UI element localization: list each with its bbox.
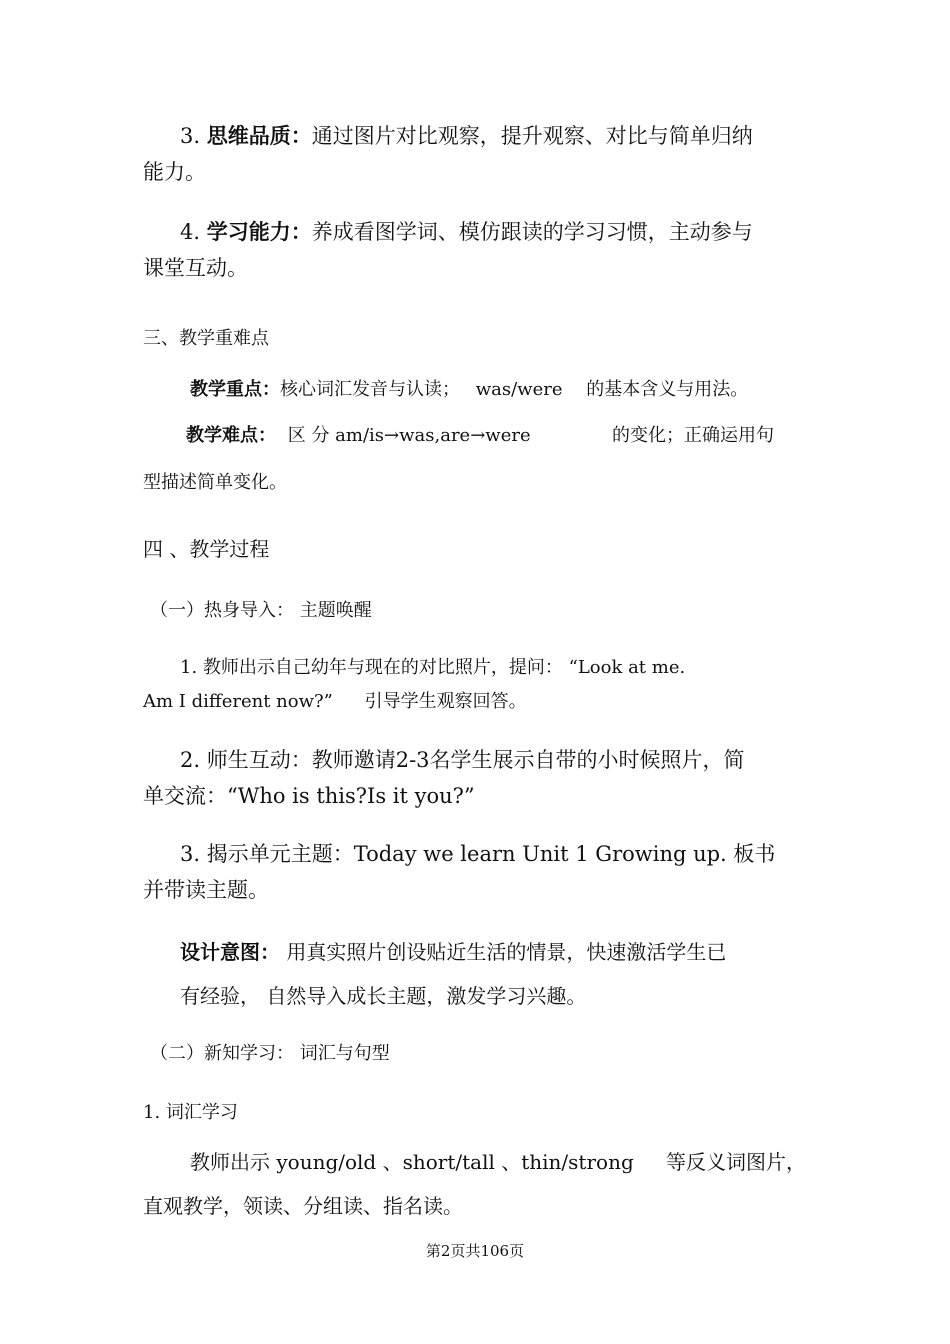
ability-item-3-line2: 能力。 (143, 160, 206, 184)
subsection-2-heading: （二）新知学习： 词汇与句型 (150, 1043, 390, 1064)
ability-item-4-line1 (180, 216, 845, 246)
step-1-line2 (143, 687, 808, 713)
design-intent-line1 (180, 936, 845, 965)
item-text: 通过图片对比观察，提升观察、对比与简单归纳 (311, 124, 753, 148)
ability-item-4-line2: 课堂互动。 (143, 256, 248, 280)
design-intent-line2: 有经验， 自然导入成长主题，激发学习兴趣。 (180, 984, 587, 1008)
key-point-text: 核心词汇发音与认读； (280, 379, 460, 400)
difficulty-label: 教学难点： (186, 425, 276, 446)
difficulty-text2: 的变化；正确运用句 (612, 425, 774, 446)
item-label: 学习能力： (206, 219, 312, 244)
step-3-line2: 并带读主题。 (143, 878, 269, 902)
section-3-heading: 三、教学重难点 (143, 328, 269, 349)
step-2-line2: 单交流：“Who is this?Is it you?” (143, 784, 475, 808)
key-point-label: 教学重点： (190, 379, 280, 400)
item-number: 4. (180, 220, 201, 244)
ability-item-3-line1 (180, 120, 845, 150)
item-text: 养成看图学词、模仿跟读的学习习惯，主动参与 (311, 220, 753, 244)
vocabulary-words: 教师出示 young/old 、short/tall 、thin/strong (190, 1150, 634, 1174)
design-intent-text: 用真实照片创设贴近生活的情景，快速激活学生已 (286, 940, 727, 964)
step-1-quote: Am I different now?” (143, 691, 333, 712)
section-4-heading: 四 、教学过程 (143, 537, 270, 561)
vocabulary-words-end: 等反义词图片， (666, 1150, 806, 1174)
step-3-line1: 3. 揭示单元主题：Today we learn Unit 1 Growing up. 板书 (180, 842, 776, 866)
item-number: 3. (180, 124, 201, 148)
step-1-instruction: 引导学生观察回答。 (364, 691, 527, 712)
vocabulary-line1 (190, 1146, 810, 1175)
key-point-end: 的基本含义与用法。 (586, 379, 749, 400)
difficulty-line2: 型描述简单变化。 (143, 472, 287, 493)
step-1-line1: 1. 教师出示自己幼年与现在的对比照片，提问： “Look at me. (180, 657, 686, 678)
vocabulary-line2: 直观教学，领读、分组读、指名读。 (143, 1194, 463, 1218)
subsection-1-heading: （一）热身导入： 主题唤醒 (150, 600, 372, 621)
key-point-line (190, 375, 855, 401)
vocabulary-heading: 1. 词汇学习 (143, 1102, 238, 1123)
item-label: 思维品质： (206, 123, 312, 148)
difficulty-text1: 区 分 am/is→was,are→were (287, 425, 531, 446)
design-intent-label: 设计意图： (180, 940, 280, 964)
key-point-word: was/were (475, 379, 563, 400)
page-number: 第2页共106页 (425, 1242, 525, 1260)
step-2-line1: 2. 师生互动：教师邀请2-3名学生展示自带的小时候照片，简 (180, 748, 745, 772)
difficulty-line1 (186, 421, 806, 447)
